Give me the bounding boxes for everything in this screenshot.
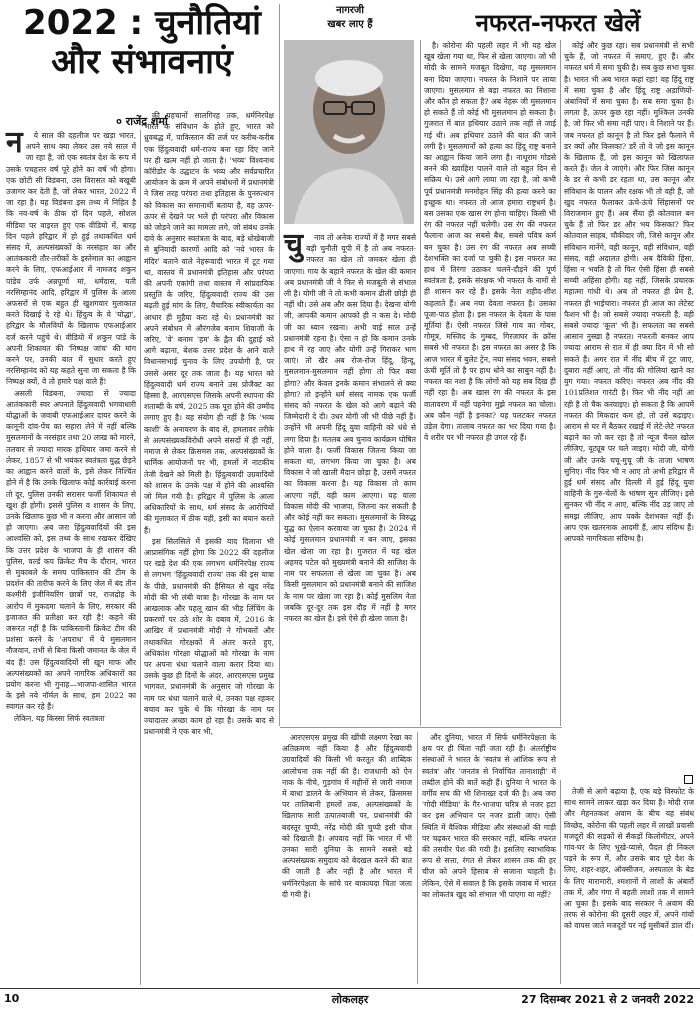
- left-article-col1: [6, 125, 137, 985]
- publication-name: लोकलहर: [331, 993, 369, 1006]
- author-byline: ० राजेंद्र शर्मा: [116, 115, 168, 128]
- column-header-name: नागरजी: [336, 5, 364, 16]
- page-number: 10: [4, 992, 20, 1005]
- footer-rule: [0, 988, 700, 989]
- page-footer: [0, 990, 700, 1010]
- left-article-para2: असली विडंबना, ज्यादा से ज्यादा आतंककारी स्वर अपनाते हिंदुत्ववादी भगवाधारी योद्धाओं के जवाबी एफआईआर दायर करने के कानूनी दांव-पेंच का सहारा लेने में नहीं बल्कि मुसलमानों के नरसंहार तथा 20 लाख को मारने, तलवार से ज्यादा मारक हथियार जमा करने से लेकर, 1857 से भी भयंकर स्वतंत्रता युद्ध छेड़ने का आह्वान करने वालों के, इसे लेकर निश्चिंत होने में है कि उनके खिलाफ कोई कार्रवाई करना तो दूर, पुलिस उनकी सरासर फर्जी शिकायत से खुश ही होगी। इससे पुलिस व शासन के लिए, उनके खिलाफ कुछ भी न करना और आसान जो हो जाएगा। अब जरा हिंदुत्ववादियों की इस आश्वस्ति को, इस तथ्य के साथ रखकर देखिए कि उत्तर प्रदेश के भाजपा के ही शासन की पुलिस, वर्ल्ड कप क्रिकेट मैच के दौरान, भारत से मुकाबले के समय पाकिस्तान की टीम के प्रदर्शन की तारीफ करने के लिए जेल में बंद तीन कश्मीरी इंजीनियरिंग छात्रों पर, राजद्रोह के आरोप में मुकदमा चलाने के लिए, सरकार की इजाजत की प्रतीक्षा कर रही है! कहने की जरूरत नहीं है कि पाकिस्तानी क्रिकेट टीम की प्रशंसा करने के 'अपराध' में ये मुसलमान नौजवान, तभी से बिना किसी जमानत के जेल में बंद हैं! उस हिंदुत्ववादियों सी खून माफ और अल्पसंख्यकों का अपने नागरिक अधिकारों का प्रयोग करना भी गुनाह—भाजपा-शासित भारत के इसे नये नॉर्मल के साथ, हम 2022 का स्वागत कर रहे हैं।: [6, 388, 137, 712]
- divider: [280, 727, 562, 728]
- right-article-col2: [424, 40, 556, 724]
- right-col1-text: नाव तो अनेक राज्यों में है मगर सबसे बड़ी चुनौती यूपी में है तो अब नफरत-नफरत का खेल तो जमकर खेला ही जाएगा। गाय के बहाने नफरत के खेल की कमान अब प्रधानमंत्री जी ने फिर से मजबूती से संभाल ली है। योगी जी ने तो कभी कमान ढीली छोड़ी ही नहीं थी। उसे अब और कस दिया है। देखना योगी जी, आपकी कमान आपको ही न कस दे। मोदी जी का ध्यान रखना। अभी वाई साल उन्हें प्रधानमंत्री रहना है। ऐसा न हो कि कमान उनके हाथ में रह जाए और योगी उन्हें गिराकर भाग जाएं। तो खैर अब रोज-रोज हिंदू, हिन्दू, मुसलमान-मुसलमान नहीं होगा तो फिर क्या होगा? और केवल इनके कमान संभालने से क्या होगा? तो इन्होंने धर्म संसद नामक एक फर्जी संसद को नफरत के खेल को आगे बढ़ाने की जिम्मेदारी दे दी। उधर योगी जी भी पीछे नहीं हैं। उन्होंने भी अपनी हिंदू युवा वाहिनी को धंधे से लगा दिया है। मतलब अब चुनाव कार्यक्रम घोषित होने वाला है। फर्जी विकास जितना किया जा सकता था, लगभग किया जा चुका है। अब विकास ने जो खाली मैदान छोड़ा है, उसमें नफरत का विकास करना है। यह विकास तो काम आएगा नहीं, वही काम आएगा। यह वाला विकास मोदी की भाजपा, जितना कर सकती है और कोई नहीं कर सकता। मुसलमानों के विरुद्ध युद्ध का ऐलान करवाया जा चुका है। 2024 में कोई मुसलमान प्रधानमंत्री न बन जाए, इसका खेल खेला जा रहा है। गुजरात में यह खेल अहमद पटेल को मुख्यमंत्री बनाने की साजिश के नाम पर सफलता से खेला जा चुका है। अब किसी मुसलमान को प्रधानमंत्री बनाने की साजिश के नाम पर खेला जा रहा है। कोई मुसलिम नेता जबकि दूर-दूर तक इस दौड़ में नहीं है मगर नफरत का खेल है। इसे ऐसे ही खेला जाता है।: [284, 233, 416, 623]
- author-photo: [284, 40, 414, 224]
- left-headline: [6, 4, 278, 110]
- middle-para2: इस सिलसिले में इसकी याद दिलाना भी आप्रासंगिक नहीं होगा कि 2022 की दहलीज पर खड़े देश की एक लगभग धर्मनिरपेक्ष राज्य से लगभग 'हिंदुत्ववादी राज्य' तक की इस यात्रा के पीछे, प्रधानमंत्री की हैसियत से खुद नरेंद्र मोदी की भी लंबी यात्रा है। गोरखा के नाम पर आखलाक और पहलू खान की भीड़ लिंचिंग के प्रकरणों पर उठे शोर के दबाव में, 2016 के आखिर में प्रधानमंत्री मोदी ने गोभक्तों और तथाकथित गोरक्षकों में अंतर करते हुए, अधिकांश गोरक्षा योद्धाओं को गोरखा के नाम पर अपना धंधा चलाने वाला करार दिया था। उसके कुछ ही दिनों के अंदर, आरएसएस प्रमुख भागवत, प्रधानमंत्री के अनुसार जो गोरखा के नाम पर धंधा चलाने वाले थे, उनका पक्ष रहकर बचाव कर चुके थे कि गोरखा के नाम पर ज्यादातर अच्छा काम हो रहा है। उसके बाद से प्रधानमंत्री ने एक बार भी,: [144, 536, 274, 737]
- divider: [420, 40, 421, 726]
- left-headline-line1: 2022 : चुनौतियां: [23, 3, 261, 43]
- left-article-para1: ये साल की दहलीज पर खड़ा भारत, अपने साथ क्या लेकर उस नये साल में जा रहा है, जो एक स्वतंत्र देश के रूप में उसके पचहत्तर वर्ष पूरे होने का वर्ष भी होगा। एक छोटी सी विडंबना, उस विरासत को बखूबी उजागर कर देती है, जो लेकर भारत, 2022 में जा रहा है। यह विडंबना इस तथ्य में निहित है कि नव-वर्ष के ठीक दो दिन पहले, सोशल मीडिया पर वाइरल हुए एक वीडियो में, बारह दिन पहले हरिद्वार में हो हुई तथाकथित धर्म संसद में, अल्पसंख्यकों के नरसंहार का और आतंककारी तौर-तरीकों के इस्तेमाल का आह्वान करने के लिए, एफआईआर में नामजद शकुन पांडेय उर्फ अन्नपूर्णा मां, धर्मदास, यती नरसिम्हानंद आदि, हरिद्वार में पुलिस के आला अफसरों से एक बहुत ही खुशगवार मुलाकात करते दिखाई दे रहे थे। हिंदुत्व के ये 'योद्धा', हरिद्वार के मौलवियों के खिलाफ एफआईआर दर्ज करने पहुंचे थे। वीडियो में शकुन पांडे के अपनी शिकायत की 'निष्पक्ष जांच' की मांग करने पर, उनकी बात में सुधार करते हुए नरसिम्हानंद को यह कहते सुना जा सकता है कि निष्पक्ष क्यों, वे तो हमारे पक्ष वाले हैं!: [6, 131, 136, 387]
- right-headline: नफरत-नफरत खेलें: [475, 9, 641, 37]
- right-col3-text: कोई और कुछ रहा। सब प्रधानमंत्री से सभी चुके हैं, जो नफरत में समाए, हुए हैं। और नफरत धर्म में समा चुकी है। सब कुछ सभा चुका है। भारत भी अब भारत कहां रहा! वह हिंदू राष्ट्र में समा चुका है और हिंदू राष्ट्र अडाणियों-अंबानियों में समा चुका है। सब समा चुका है। लगता है, ऊपर कुछ रहा नहीं। मुश्किल उनकी है, जो फिर भी समा नहीं पाए। वे निशाने पर हैं। जब नफरत हो कानून है तो फिर इसे फैलाने में डर क्यों और किसका? डरें तो वे जो इस कानून के खिलाफ हैं, जो इस कानून को खिलाफत करते हैं। जेल वे जाएंगे। और फिर जिस कानून के डर से कभी डर रहता था, उस कानून और संविधान के पालन और रक्षक भी तो वही हैं, जो खुद नफरत फैलाकर ऊंचे-ऊंचे सिंहासनों पर विराजमान हुए हैं। अब सैंया ही कोतवाल बन चुके हैं तो फिर डर और भय किसका? फिर कोतवाल साहब, चौकीदार जी, जिसे कानून और संविधान मानेंगे, वही कानून, वही संविधान, वही संसद, वही अदालत होगी। अब दैविकी हिंसा, हिंसा न भवति है तो फिर ऐसी हिंसा ही सबसे सच्ची अहिंसा होगी। वह नहीं, जिसके प्रचारक महात्मा गांधी थे। अब तो नफरत ही प्रेम है, नफरत ही भाईचारा। नफरत ही आज का लेटेस्ट फैशन भी है। जो सबसे ज्यादा नफरती है, वही सबसे ज्यादा 'कूल' भी है। सफलता का सबसे आसान नुस्खा है नफरत। नफरती बनकर आप ज्यादा आराम से रात में ही क्या दिन में भी सो सकते हैं। अगर रात में नींद बीच में टूट जाए, दुबारा नहीं आए, तो नींद की गोलियां खाने का युग गया। नफरत करिए। नफरत अब नींद की 101प्रतिशत गारंटी है। फिर भी नींद नहीं आ रही है तो चैक करवाइए। हो सकता है कि आपमें नफरत की मिकदार कम हो, तो उसे बढ़ाइए। आराम से घर में बैठकर रखाई में लेटे-लेटे नफरत बढ़ाने का जो कर रहा है तो न्यूज चैनल खोल लीजिए, यूट्यूब पर चले जाइए। मोदी जी, योगी जी और उनके चचू-मुचू जी के ताजा भाषण सुनिए। नींद फिर भी न आए तो अभी हरिद्वार में हुई धर्म संसद और दिल्ली में हुई हिंदू युवा वाहिनी के गुरु-चेलों के भाषण सुन लीजिए। इसे सुनकर भी नींद न आए, बल्कि नींद उड़ जाए तो समझ लीजिए, आप पक्के देशभक्त नहीं हैं। आप एक खतरनाक आदमी हैं, आप संदिग्ध हैं। आपको नागरिकता संदिग्ध है।: [564, 41, 694, 543]
- left-headline-line2: और संभावनाएं: [51, 42, 233, 83]
- column-header-tagline: खबर लाए हैं: [327, 19, 373, 30]
- right-dropcap: चु: [284, 227, 304, 262]
- divider: [560, 780, 561, 984]
- column-header: [282, 4, 418, 32]
- article-end-marker: [684, 775, 693, 784]
- right-col2-text: है। कोरोना की पहली लहर में भी यह खेल खूब खेला गया था, फिर से खेला जाएगा। जो भी मोदी के सामने मजबूत दिखेगा, वह मुसलमान बना दिया जाएगा। नफरत के निशाने पर लाया जाएगा। मुसलमान से बड़ा नफरत का निशाना और कौन हो सकता है? अब नेहरू जी मुसलमान हो सकते हैं तो कोई भी मुसलमान हो सकता है। गुजरात में बात हथियार उठाने तक नहीं ले जाई गई थी। अब हथियार उठाने की बात की जाने लगी है। मुसलमानों को हत्या का हिंदू राष्ट्र बनाने का आह्वान किया जाने लगा है। नाथूराम गोडसे बनने की ख्वाहिश पालने वाले तो बहुत दिन से सक्रिय थे। उसे आगे लाया जा रहा है, जो कभी पूर्व प्रधानमंत्री मनमोहन सिंह की हत्या करने का इच्छुक था। नफरत तो आज हमारा राष्ट्रधर्म है। बस उसका एक खास रंग होना चाहिए। किसी भी रंग की नफरत नहीं चलेगी। उस रंग की नफरत फैलाना आज का सबसे बैध, सबसे पवित्र कर्म बन चुका है। उस रंग की नफरत अब सच्ची देशभक्ति का दर्जा पा चुकी है। इस नफरत का हाथ में तिरंगा उठाकर चलने-दौड़ने की पूर्ण स्वतंत्रता है, इसके संरक्षक भी नफरत के नामों से ही शासन कर रहे हैं। इसके नेता शहीद-शीश कहलाते हैं। अब नया देवता नफरत है। उसका पूजा-पाठ होता है। इस नफरत के देवता के पास मूर्तियां हैं। ऐसी नफरत जिसे गाय का गोबर, गोमूत्र, मस्जिद के गुम्बद, गिरजाघर के क्रॉस सबसे भी नफरत है। इस नफरत का असर है कि आज भारत में बुलेट ट्रेन, नया संसद भवन, सबसे ऊंची मूर्ति तो है पर हाथ धोने का साबुन नहीं है। नफरत का नशा है कि लोगों को यह सब दिख ही नहीं रहा है। अब खास रंग की नफरत के इस वातावरण में नहीं पहनेगा मुझे नफरत का चोला। अब कौन नहीं है इनका? यह पलटकर नफरत उड़ेल देगा। तालाब नफरत का भर दिया गया है। वे शरीर पर भी नफरत ही उगल रहे हैं।: [424, 41, 556, 443]
- left-article-col2: [144, 110, 275, 737]
- right-article-col1: [284, 227, 416, 722]
- issue-date: 27 दिसम्बर 2021 से 2 जनवरी 2022: [521, 993, 694, 1006]
- divider: [417, 732, 418, 984]
- bottom-left-col: [282, 732, 412, 984]
- divider: [560, 40, 561, 726]
- left-dropcap: न: [6, 125, 23, 160]
- portrait-image: [284, 40, 414, 224]
- bottom-right-text1: और दुनिया, भारत में सिर्फ धर्मनिरपेक्षता के क्षय पर ही चिंता नहीं जता रही है। अंतर्राष्ट्रीय संस्थाओं ने भारत के 'स्वतंत्र से आंशिक रूप से स्वतंत्र' और 'जनतंत्र से निर्वाचित तानाशाही' में तब्दील होने की बातें कही हैं। दुनिया ने भारत के वर्गीय सच की भी शिनाख्त दर्ज की है। अब जरा 'गोदी मीडिया' के गैर-भाजपा चरित्र से नजर हटा कर इस अभियान पर नजर डाली जाए। ऐसी स्थिति में वैश्विक मीडिया और संस्थाओं की गाड़ी पर चढ़कर भारत की सरकार नहीं, बल्कि नफरत की तसवीर पेश की गयी है। इसलिए स्वाभाविक रूप से सत्ता, रंगत से लेकर शासन तक की हर चीज को अपने हिसाब से सजाना चाहती है। लेकिन, ऐसे में सवाल है कि इसके जवाब में भारत का लोकतंत्र खुद को संभाल भी पाएगा या नहीं?: [422, 733, 556, 899]
- bottom-right-text2: तेजी से आगे बढ़ाया है, एक बड़े विस्फोट के साथ सामने लाकर खड़ा कर दिया है। मोदी राज और मेहनतकश अवाम के बीच यह संबंध विच्छेद, कोरोना की पहली लहर में लाखों प्रवासी मजदूरों की सड़कों से सैकड़ों किलोमीटर, अपने गांव-घर के लिए भूखे-प्यासे, पैदल ही निकल पड़ने के रूप में, और उसके बाद पूरे देश के लिए, शहर-शहर, ऑक्सीजन, अस्पताल के बेड के लिए मारामारी, श्मशानों में लाशों के अंबारों तक में, और गंगा में बहती लाशों तक में सामने आ चुका है। इसके बाद सरकार ने अवाम की तरफ से कोरोना की दूसरी लहर में, अपने गांवों को वापस जाते मजदूरों पर नई मुसीबतें डाल दीं।: [564, 787, 694, 931]
- divider: [279, 4, 280, 726]
- bottom-right-col1: [422, 732, 556, 984]
- bottom-left-text: आरएसएस प्रमुख की खींची लक्ष्मण रेखा का अतिक्रमण नहीं किया है और हिंदुत्ववादी उग्रवादियों की किसी भी करतूत की शाब्दिक आलोचना तक नहीं की है। राजधानी को ऐन नाक के नीचे, गुड़गांव में महीनों से जारी नमाज में बाधा डालने के अभियान से लेकर, क्रिसमस पर तालिबानी हमलों तक, अल्पसंख्यकों के खिलाफ सारी उत्पातबाजी पर, प्रधानमंत्री की बदस्तूर चुप्पी, नरेंद्र मोदी की चुप्पी इसी चीज को दिखाती है। अपवाद नहीं कि भारत में भी उनका सारी दुनिया के सामने सबसे बड़े अल्पसंख्यक समुदाय को बेदखल करने की बात की जाती है और नहीं है और भारत में धर्मनिरपेक्षता के सांचे पर बाकायदा चिता जला दी गयी है।: [282, 733, 412, 899]
- bottom-right-col2: [564, 786, 694, 984]
- divider: [140, 130, 141, 985]
- left-article-para3: लेकिन, यह किस्सा सिर्फ स्वतंत्रता: [14, 713, 105, 723]
- middle-para1: की पहचानों सालगिरह तक, धर्मनिरपेक्ष भारत के संविधान के होते हुए, भारत को ध्रुवबद्ध में, पाकिस्तान की तर्ज पर करीब-करीब एक हिंदुत्ववादी धर्म-राज्य बना रहा दिए जाने पर ही खत्म नहीं हो जाता है। 'भव्य' विश्वनाथ कॉरीडोर के उद्घाटन के भव्य और सर्वप्रचारित आयोजन के क्रम में अपने संबोधनों में प्रधानमंत्री ने जिस तरह परंपरा तथा इतिहास के पुनरुत्थान को विकास का समानार्थी बताया है, वह ऊपर-ऊपर से देखने पर भले ही परंपरा और विकास को जोड़ने जाने का मामला लगे, जो संबंध उनके दावे के अनुसार स्वतंत्रता के बाद, बड़े धोखेबाजी से बुनियादी कारणों आदि को 'नये भारत के मंदिर' बताने वाले नेहरूवादी भारत में टूट गया था, वास्तव में प्रधानमंत्री इतिहास और परंपरा की अपनी एकांगी तथा वास्तव में सांप्रदायिक प्रस्तुति के जरिए, हिंदुत्ववादी राज्य की उस बढ़ती हुई मांग के लिए, वैचारिक स्वीकार्यता का आधार ही मुहैया करा रहे थे। प्रधानमंत्री का अपने संबोधन में औरंगजेब बनाम शिवाजी के जरिए, 'वे' बनाम 'हम' के द्वैत की दुहाई को आगे बढ़ाना, बेशक उत्तर प्रदेश के आने वाले विधानसभाई चुनाव के लिए उपयोगी है, पर उससे असर दूर तक जाता है। यह भारत को हिंदुत्ववादी धर्म राज्य बनाने उस प्रोजैक्ट का हिस्सा है, आरएसएस जिसके अपनी स्थापना की शताब्दी के वर्ष, 2025 तक पूरा होने की उम्मीद लगाए हुए है। यह संयोग ही नहीं है कि 'भव्य काशी' के अनावरण के बाद से, हमलावर तरीके से अल्पसंख्यकविरोधी अपने संसदों में ही नहीं, नमाज से लेकर क्रिसमस तक, अल्पसंख्यकों के धार्मिक आयोजनों पर भी, हमलों में नाटकीय तेजी देखने को मिली है। हिंदुत्ववादी उग्रवादियों को शासन के उनके पक्ष में होने की आश्वस्ति जो मिल गयी है। हरिद्वार में पुलिस के आला अधिकारियों के साथ, धर्म संसद के आरोपियों की मुलाकात में ठीक यही, इसी का बयान करते हैं।: [144, 111, 275, 535]
- right-article-col3: [564, 40, 694, 770]
